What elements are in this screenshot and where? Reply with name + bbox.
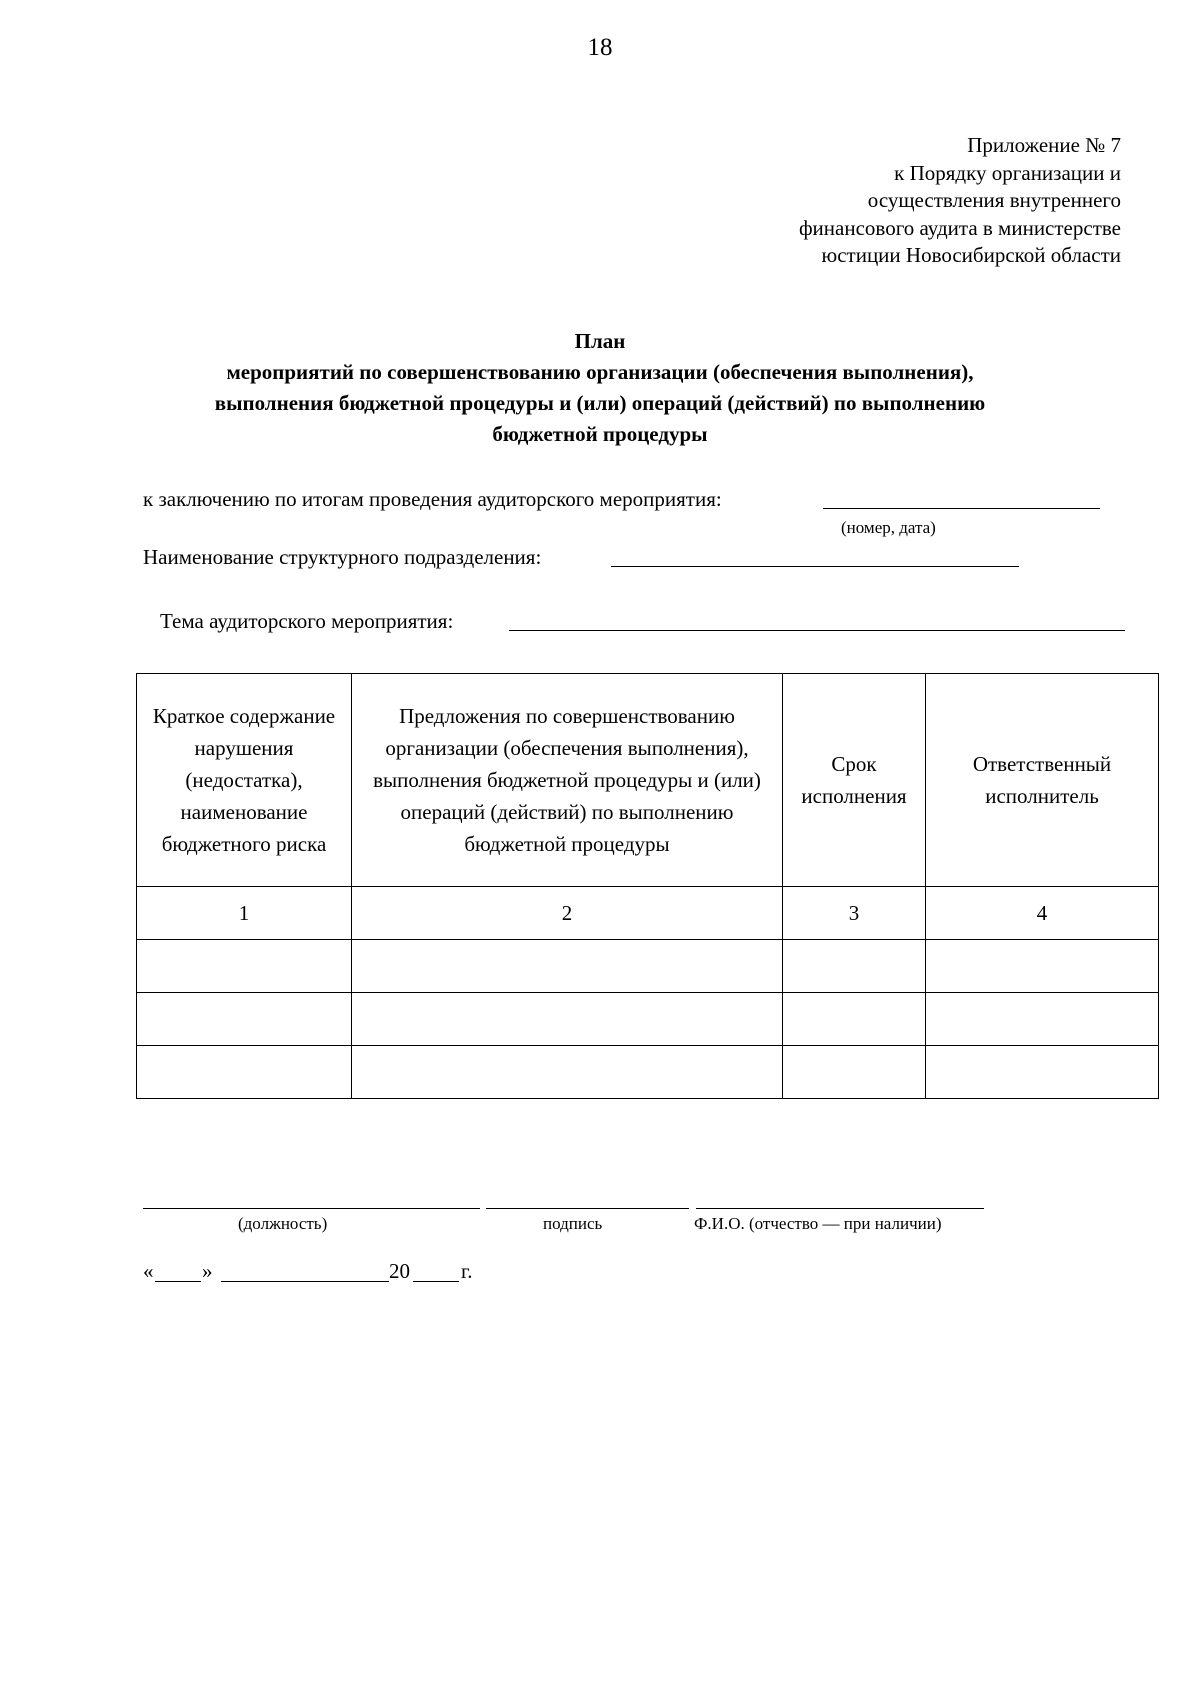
table-cell[interactable] xyxy=(352,993,783,1046)
appendix-line: финансового аудита в министерстве xyxy=(798,215,1121,240)
unit-field[interactable] xyxy=(611,566,1019,567)
title-line: бюджетной процедуры xyxy=(492,422,708,446)
date-open-quote: « xyxy=(143,1259,154,1283)
header-cell-proposals: Предложения по совершенствованию организации (обеспечения выполнения), выполнения бюджетной процедуры и (или) операций (действий) по выполнению бюджетной процедуры xyxy=(352,674,783,887)
signature-caption: подпись xyxy=(543,1214,603,1233)
column-number: 3 xyxy=(783,887,926,940)
appendix-line: осуществления внутреннего xyxy=(867,188,1121,212)
table-cell[interactable] xyxy=(137,940,352,993)
table-header-row xyxy=(137,674,1159,887)
table-cell[interactable] xyxy=(352,940,783,993)
date-month-field[interactable] xyxy=(221,1281,389,1282)
table-row xyxy=(137,993,1159,1046)
header-cell-violation: Краткое содержание нарушения (недостатка), наименование бюджетного риска xyxy=(137,674,352,887)
title-heading: План xyxy=(574,329,626,353)
table-row xyxy=(137,1046,1159,1099)
document-title xyxy=(0,326,1200,450)
date-year-prefix: 20 xyxy=(389,1259,410,1283)
table-cell[interactable] xyxy=(926,940,1159,993)
header-cell-responsible: Ответственный исполнитель xyxy=(926,674,1159,887)
date-year-field[interactable] xyxy=(413,1281,459,1282)
conclusion-caption: (номер, дата) xyxy=(841,518,936,537)
title-line: выполнения бюджетной процедуры и (или) операций (действий) по выполнению xyxy=(214,391,986,415)
header-cell-deadline: Срок исполнения xyxy=(783,674,926,887)
page-number: 18 xyxy=(587,34,613,61)
position-field[interactable] xyxy=(143,1208,480,1209)
topic-label: Тема аудиторского мероприятия: xyxy=(160,609,454,633)
signature-field[interactable] xyxy=(486,1208,689,1209)
table-cell[interactable] xyxy=(926,1046,1159,1099)
topic-field[interactable] xyxy=(509,630,1125,631)
plan-table xyxy=(136,673,1159,1099)
appendix-line: юстиции Новосибирской области xyxy=(821,243,1121,267)
conclusion-label: к заключению по итогам проведения аудиторского мероприятия: xyxy=(143,487,722,511)
date-day-field[interactable] xyxy=(155,1281,201,1282)
table-cell[interactable] xyxy=(137,1046,352,1099)
column-number: 1 xyxy=(137,887,352,940)
table-cell[interactable] xyxy=(926,993,1159,1046)
column-number: 4 xyxy=(926,887,1159,940)
table-cell[interactable] xyxy=(783,1046,926,1099)
table-number-row xyxy=(137,887,1159,940)
appendix-line: к Порядку организации и xyxy=(894,160,1121,185)
appendix-note xyxy=(799,132,1121,270)
unit-label: Наименование структурного подразделения: xyxy=(143,545,542,569)
position-caption: (должность) xyxy=(238,1214,328,1233)
table-cell[interactable] xyxy=(137,993,352,1046)
table-row xyxy=(137,940,1159,993)
title-line: мероприятий по совершенствованию организации (обеспечения выполнения), xyxy=(226,360,974,384)
appendix-line: Приложение № 7 xyxy=(967,133,1121,157)
table-cell[interactable] xyxy=(783,940,926,993)
table-cell[interactable] xyxy=(352,1046,783,1099)
table-cell[interactable] xyxy=(783,993,926,1046)
column-number: 2 xyxy=(352,887,783,940)
name-field[interactable] xyxy=(696,1208,984,1209)
name-caption: Ф.И.О. (отчество — при наличии) xyxy=(694,1214,942,1233)
date-year-suffix: г. xyxy=(461,1259,473,1283)
date-close-quote: » xyxy=(202,1259,213,1283)
conclusion-field[interactable] xyxy=(823,508,1100,509)
